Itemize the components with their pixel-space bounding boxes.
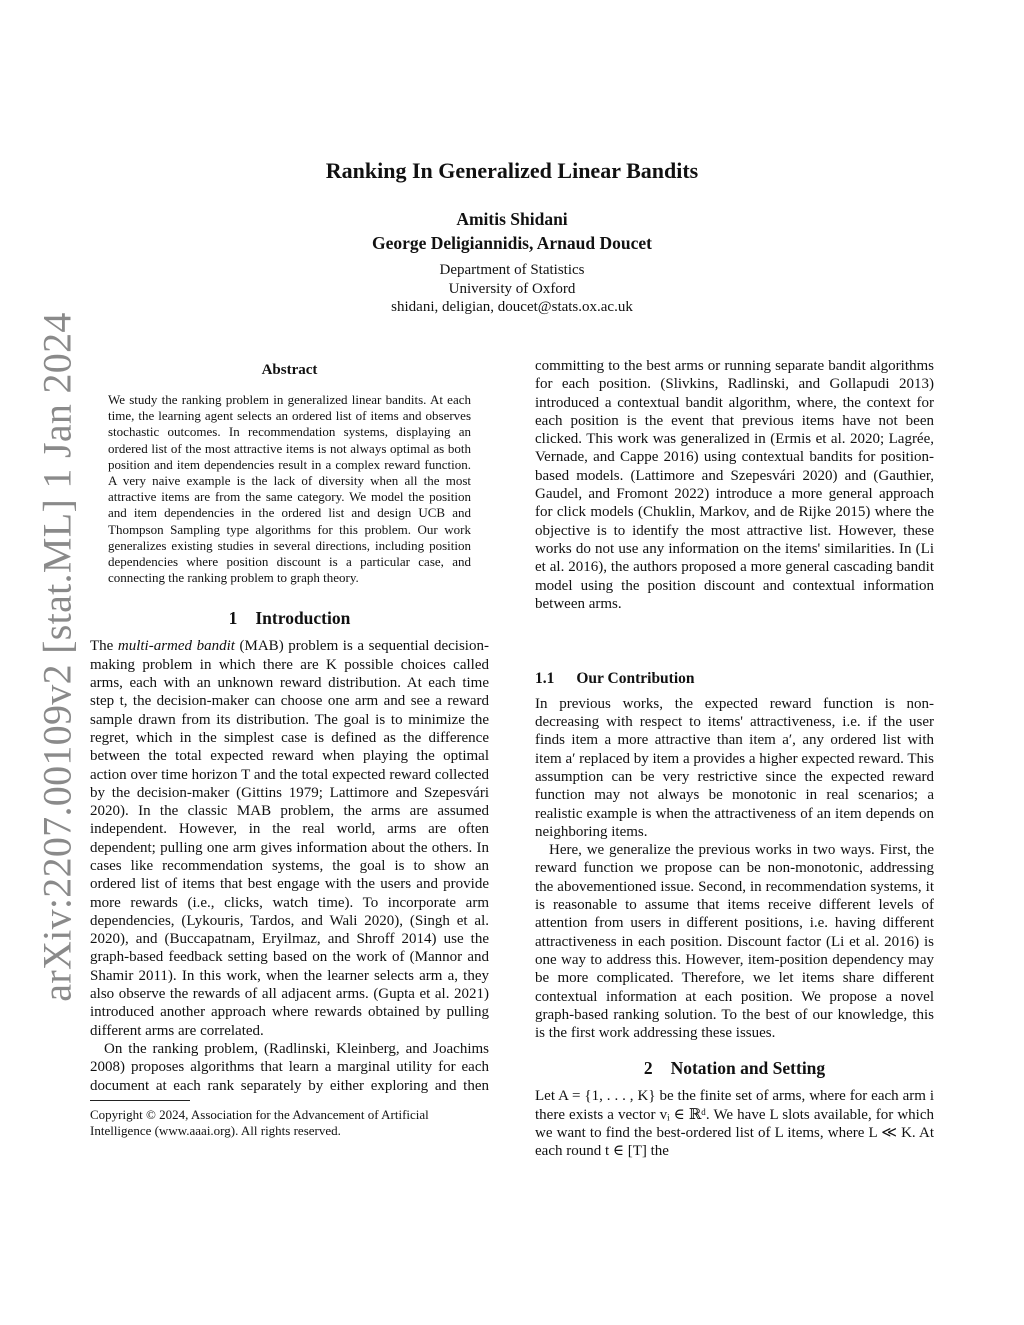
footnote-rule [90,1100,190,1101]
copyright-footnote: Copyright © 2024, Association for the Advancement of Artificial Intelligence (www.aaai.org). All rights reserved. [90,1106,429,1139]
section-title: Introduction [255,608,351,629]
contribution-paragraph-1: In previous works, the expected reward function is non-decreasing with respect to items' attractiveness, i.e. if the user finds item a more attractive than item a′, any ordered list with item a′ replaced by item a provides a higher expected reward. This assumption can be very restrictive since the expected reward function may not always be monotonic in real scenarios; a realistic example is when the attractiveness of an item depends on neighboring items. [535,695,934,840]
section-number: 2 [643,1058,653,1079]
arxiv-identifier: arXiv:2207.00109v2 [stat.ML] 1 Jan 2024 [34,312,80,1002]
section-notation-heading [535,1058,934,1079]
abstract-text: We study the ranking problem in generalized linear bandits. At each time, the learning agent selects an ordered list of items and observes stochastic outcomes. In recommendation systems, displaying an ordered list of the most attractive items is not always optimal as both position and item dependencies result in a complex reward function. A very naive example is the lack of diversity when all the most attractive items are from the same category. We model the position and item dependencies in the ordered list and design UCB and Thompson Sampling type algorithms for this problem. Our work generalizes existing studies in several directions, including position dependencies where position discount is a particular case, and connecting the ranking problem to graph theory. [108,392,471,586]
abstract-heading: Abstract [261,362,318,378]
intro-paragraph-2-continued [535,357,934,650]
author-line-2: George Deligiannidis, Arnaud Doucet [371,233,652,253]
intro-paragraph-2-text: committing to the best arms or running separate bandit algorithms for each position. (Slivkins, Radlinski, and Gollapudi 2013) introduced a contextual bandit algorithm, where, the context for each position is the event that previous items have not been clicked. This work was generalized in (Ermis et al. 2020; Lagrée, Vernade, and Cappe 2016) using contextual bandits for position-based models. (Lattimore and Szepesvári 2020) and (Gauthier, Gaudel, and Fromont 2022) introduce a more general approach for click models (Chuklin, Markov, and de Rijke 2015) where the objective is to identify the most attractive list. However, these works do not use any information on the items' similarities. In (Li et al. 2016), the authors proposed a more general cascading bandit model using the position discount and contextual information between arms. [535,358,934,612]
contribution-paragraph-2: Here, we generalize the previous works in two ways. First, the reward function we propose can be non-monotonic, addressing the abovementioned issue. Second, in recommendation systems, it is reasonable to assume that items receive different levels of attention from users in different positions, i.e. having different attractiveness in each position. Discount factor (Li et al. 2016) is one way to address this. However, item-position dependency may be more complicated. Therefore, we let items share different contextual information at each position. We propose a novel graph-based ranking solution. To the best of our knowledge, this is the first work addressing these issues. [535,842,934,1042]
intro-p1-start: The [90,638,118,655]
intro-p1-emphasis: multi-armed bandit [117,638,235,655]
left-column [90,362,489,1139]
intro-paragraph-2-start: On the ranking problem, (Radlinski, Kleinberg, and Joachims 2008) proposes algorithms that learn a marginal utility for each document at each rank separately by either exploring and then [90,1040,489,1094]
affiliation-university: University of Oxford [448,281,576,297]
author-line-1: Amitis Shidani [456,209,568,229]
section-number: 1 [228,608,238,629]
intro-p1-rest: (MAB) problem is a sequential decision-making problem in which there are K possible choices called arms, each with an unknown reward distribution. At each time step t, the decision-maker can choose one arm and see a reward sample drawn from its distribution. The goal is to minimize the regret, which in the simplest case is defined as the difference between the total expected reward when playing the optimal action over time horizon T and the total expected reward collected by the decision-maker (Gittins 1979; Lattimore and Szepesvári 2020). In the classic MAB problem, the arms are assumed independent. However, in the real world, arms are often dependent; pulling one arm gives information about the others. In cases like recommendation systems, the goal is to show an ordered list of items that best engage with the users and provide more rewards (i.e., clicks, watch time). To incorporate arm dependencies, (Lykouris, Tardos, and Wali 2020), (Singh et al. 2020), and (Buccapatnam, Eryilmaz, and Shroff 2014) use the graph-based feedback setting based on the work of (Mannor and Shamir 2011). In this work, when the learner selects arm a, they also observe the rewards of all adjacent arms. (Gupta et al. 2021) introduced another approach where rewards obtained by pulling different arms are correlated. [90,638,489,1039]
notation-paragraph-1: Let A = {1, . . . , K} be the finite set of arms, where for each arm i there exists a vector vᵢ ∈ ℝᵈ. We have L slots available, for which we want to find the best-ordered list of L items, where L ≪ K. At each round t ∈ [T] the [535,1088,934,1160]
section-introduction-heading [90,608,489,629]
subsection-contribution-heading [535,670,934,688]
intro-paragraph-1 [90,637,489,1040]
right-column [535,357,934,1161]
affiliation-department: Department of Statistics [439,262,585,278]
subsection-title: Our Contribution [576,669,695,687]
section-title: Notation and Setting [670,1058,826,1079]
paper-title: Ranking In Generalized Linear Bandits [325,158,699,183]
subsection-number: 1.1 [535,669,555,687]
author-emails: shidani, deligian, doucet@stats.ox.ac.uk [391,299,633,315]
